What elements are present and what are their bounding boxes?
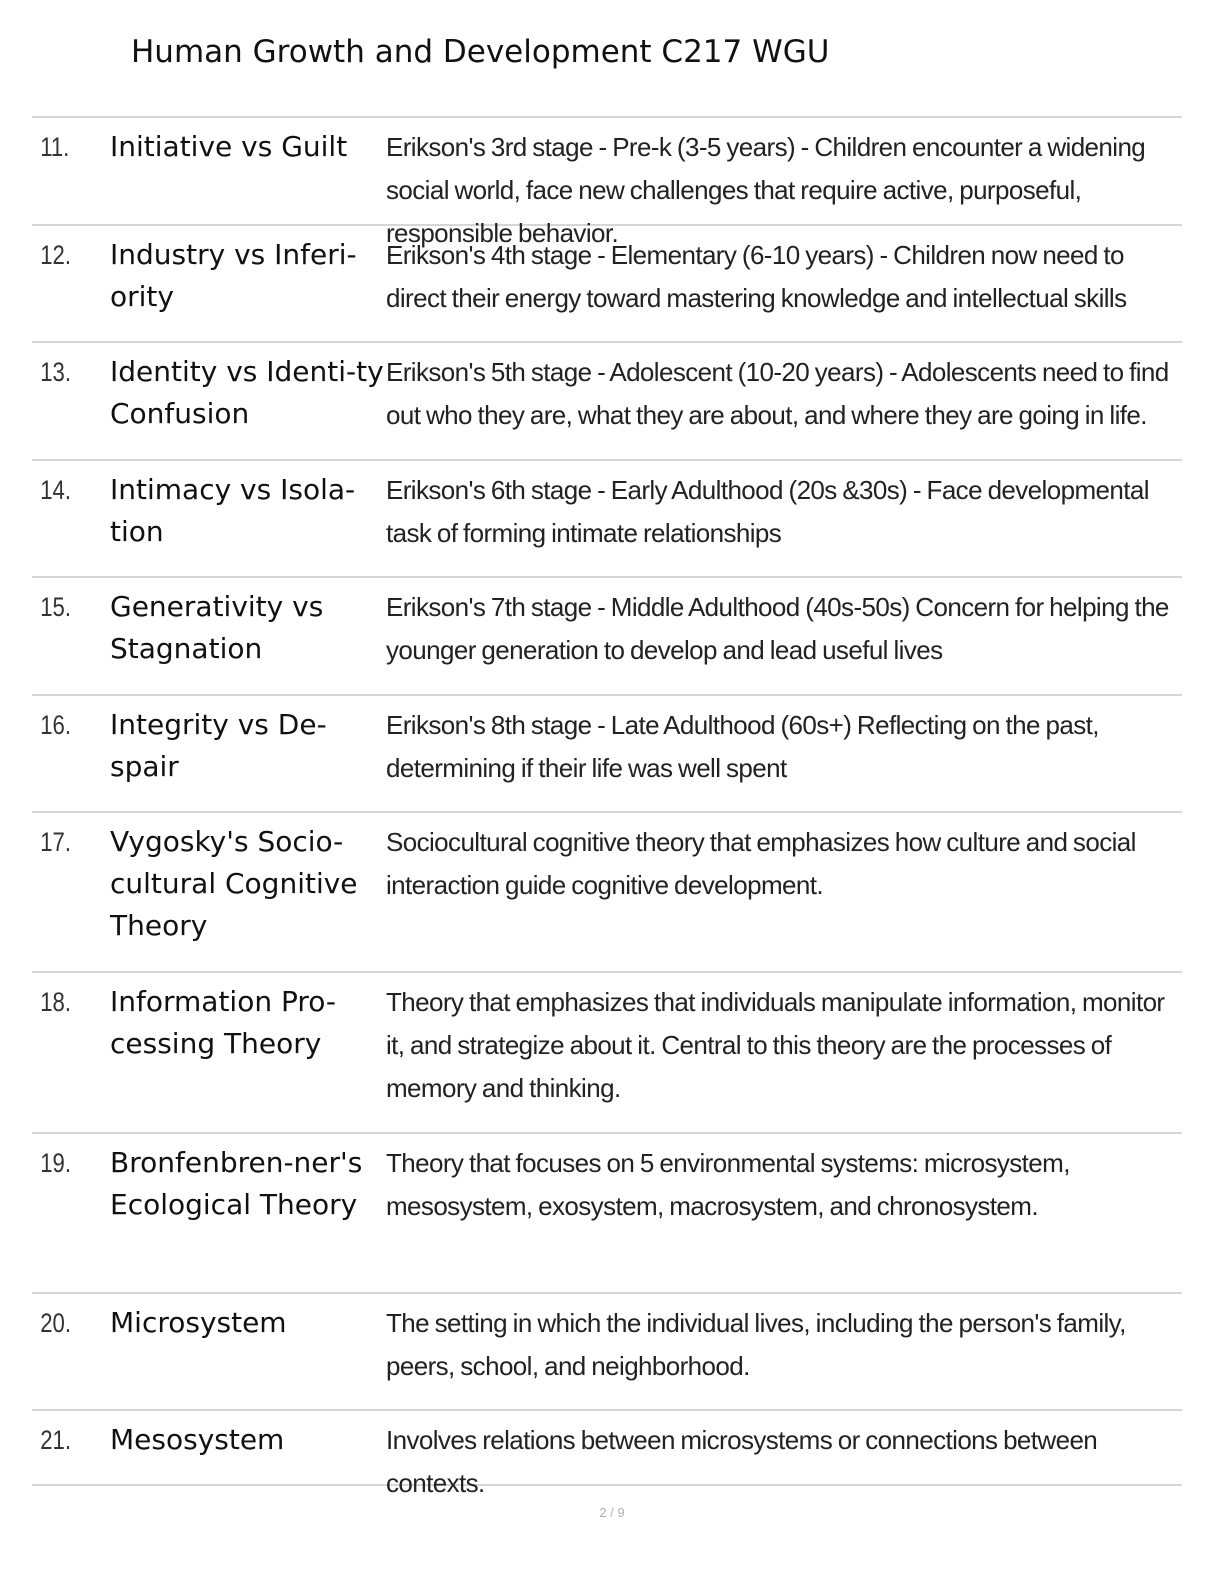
card-definition: Erikson's 4th stage - Elementary (6-10 years) - Children now need to direct their energy toward mastering knowledge and intellectual skills xyxy=(386,240,1127,313)
card-term: Bronfenbren-ner's Ecological Theory xyxy=(110,1146,363,1221)
card-number: 21. xyxy=(40,1425,71,1455)
card-term: Vygosky's Socio-cultural Cognitive Theory xyxy=(110,825,358,942)
card-term: Information Pro-cessing Theory xyxy=(110,985,337,1060)
card-number: 17. xyxy=(40,827,71,857)
card-number: 14. xyxy=(40,475,71,505)
card-term: Intimacy vs Isola-tion xyxy=(110,473,356,548)
card-number: 12. xyxy=(40,240,71,270)
card-number: 15. xyxy=(40,592,71,622)
card-term: Microsystem xyxy=(110,1306,287,1339)
card-definition: Theory that emphasizes that individuals manipulate information, monitor it, and strategize about it. Central to this theory are the processes of memory and thinking. xyxy=(386,987,1165,1103)
card-definition: Erikson's 6th stage - Early Adulthood (20s &30s) - Face developmental task of forming intimate relationships xyxy=(386,475,1149,548)
flashcard-list xyxy=(32,116,1182,1498)
card-term: Industry vs Inferi-ority xyxy=(110,238,357,313)
flashcard-row xyxy=(32,578,1182,696)
flashcard-row xyxy=(32,813,1182,973)
flashcard-row xyxy=(32,973,1182,1134)
card-definition: Involves relations between microsystems or connections between contexts. xyxy=(386,1425,1098,1498)
card-definition: Erikson's 5th stage - Adolescent (10-20 years) - Adolescents need to find out who they are, what they are about, and where they are going in life. xyxy=(386,357,1169,430)
card-number: 20. xyxy=(40,1308,71,1338)
card-number: 11. xyxy=(40,132,70,162)
card-number: 18. xyxy=(40,987,71,1017)
document-title: Human Growth and Development C217 WGU xyxy=(131,34,830,70)
card-definition: The setting in which the individual lives, including the person's family, peers, school, and neighborhood. xyxy=(386,1308,1126,1381)
card-number: 19. xyxy=(40,1148,71,1178)
card-term: Integrity vs De-spair xyxy=(110,708,327,783)
page-number: 2 / 9 xyxy=(599,1505,625,1520)
card-definition: Theory that focuses on 5 environmental systems: microsystem, mesosystem, exosystem, macrosystem, and chronosystem. xyxy=(386,1148,1070,1221)
card-term: Identity vs Identi-ty Confusion xyxy=(110,355,384,430)
card-term: Generativity vs Stagnation xyxy=(110,590,324,665)
card-number: 16. xyxy=(40,710,71,740)
flashcard-row xyxy=(32,1134,1182,1294)
flashcard-row xyxy=(32,343,1182,461)
card-term: Mesosystem xyxy=(110,1423,285,1456)
card-number: 13. xyxy=(40,357,71,387)
card-term: Initiative vs Guilt xyxy=(110,130,348,163)
flashcard-row xyxy=(32,1294,1182,1411)
card-definition: Erikson's 3rd stage - Pre-k (3-5 years) - Children encounter a widening social world, face new challenges that require active, purposeful, responsible behavior. xyxy=(386,132,1146,248)
card-definition: Erikson's 8th stage - Late Adulthood (60s+) Reflecting on the past, determining if their life was well spent xyxy=(386,710,1099,783)
flashcard-row xyxy=(32,461,1182,578)
flashcard-row xyxy=(32,696,1182,813)
flashcard-row xyxy=(32,1411,1182,1498)
flashcard-row xyxy=(32,226,1182,343)
flashcard-row xyxy=(32,118,1182,248)
card-definition: Erikson's 7th stage - Middle Adulthood (40s-50s) Concern for helping the younger generation to develop and lead useful lives xyxy=(386,592,1169,665)
card-definition: Sociocultural cognitive theory that emphasizes how culture and social interaction guide cognitive development. xyxy=(386,827,1136,900)
